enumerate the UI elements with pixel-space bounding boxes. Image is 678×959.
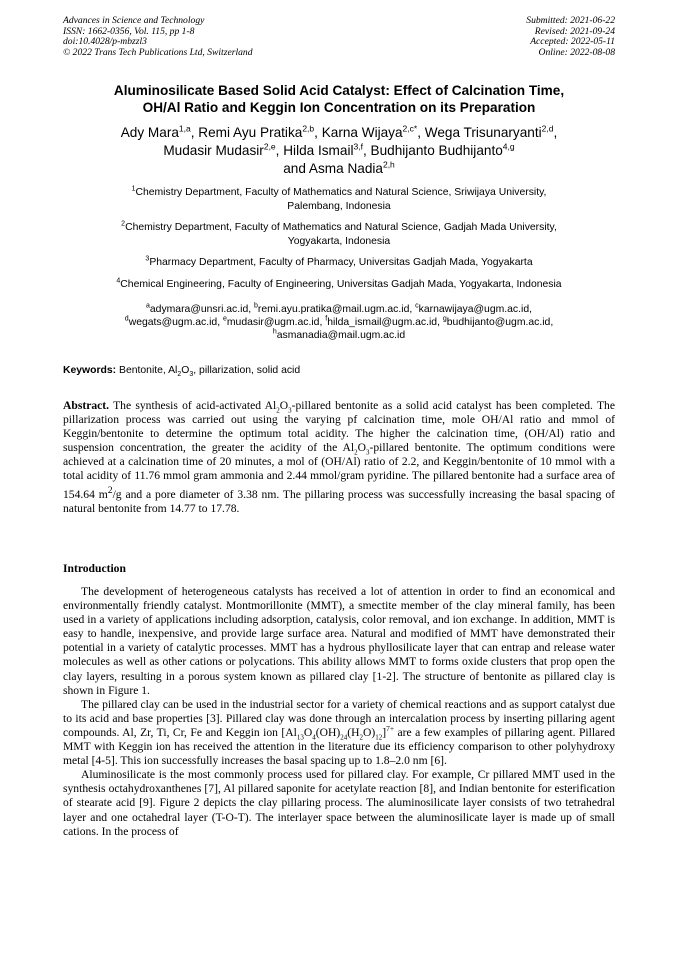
abstract-label: Abstract. [63,399,110,412]
abstract-text: /g and a pore diameter of 3.38 nm. The pillaring process was successfully increasing the basal spacing of natural bentonite from 14.77 to 17.78. [63,487,615,515]
paragraph-text: are a few examples of pillaring agent. Pillared MMT with Keggin ion has received the attention in the literature due its efficiency comparison to other polyhydroxy metal [4-5]. This ion successfully increases the basal spacing up to 1.8–2.0 nm [6]. [63,725,616,768]
author-affil-mark: 2,h [382,159,395,170]
subscript: 13 [296,733,304,742]
formula-text: O) [362,725,376,739]
subscript: 3 [189,371,194,379]
keywords-text: Bentonite, Al [119,365,178,376]
revised-date: Revised: 2021-09-24 [534,25,615,37]
affiliation-text: Chemical Engineering, Faculty of Engineering, Universitas Gadjah Mada, Yogyakarta, Indonesia [120,278,562,290]
author-name: Ady Mara [120,125,179,140]
email-line [63,303,615,316]
affiliation-text: Yogyakarta, Indonesia [287,235,391,247]
affiliation-mark: 4 [116,277,121,285]
email-mark: a [145,302,150,310]
affiliation [63,186,615,213]
superscript: 2 [107,484,113,496]
email-address[interactable]: mudasir@ugm.ac.id, [226,317,323,329]
formula-text: ] [382,725,387,739]
author-name: Wega Trisunaryanti [424,125,542,140]
subscript: 4 [312,733,316,742]
superscript: 7+ [386,724,395,734]
author-affil-mark: 2,e [263,141,276,152]
paragraph: Aluminosilicate is the most commonly process used for pillared clay. For example, Cr pillared MMT used in the synthesis octahydroxanthenes [7], Al pillared saponite for acetylate reaction [8], and Indian bentonite for esterification of stearate acid [9]. Figure 2 depicts the clay pillaring process. The aluminosilicate layer consists of two tetrahedral layer and one octahedral layer (T-O-T). The interlayer space between the aluminosilicate layer is made up of small cations. In the process of [63,768,615,838]
email-mark: f [325,315,328,323]
affiliation [63,256,615,270]
email-mark: h [272,328,277,336]
author-name: Mudasir Mudasir [163,142,264,158]
author-line: Ady Mara$^{1,a}$, Remi Ayu Pratika$^{2,b}$, Karna Wijaya$^{2,c*}$, Wega Trisunaryanti$^{2,d}$, [120,123,558,140]
author-affil-mark: 2,d [541,123,554,134]
email-mark: d [124,315,129,323]
subscript: 3 [366,448,370,457]
keywords-text: O [181,365,190,376]
affiliation [63,278,615,292]
email-address[interactable]: asmanadia@mail.ugm.ac.id [276,330,406,342]
paragraph: The development of heterogeneous catalysts has received a lot of attention in order to find an economical and environmentally friendly catalyst. Montmorillonite (MMT), a smectite member of the clay mineral family, has been used in a variety of applications including adsorption, catalysis, color removal, and ion exchange. In addition, MMT is easy to handle, inexpensive, and provide large surface area. Natural and modified of MMT have demonstrated their potential in a variety of catalytic processes. MMT has a hydrous phyllosilicate layer that can entrap and release water molecules as well as other cations or polycations. This ability allows MMT to forms oxide clusters that prop open the clay layers, resulting in a porous system known as pillared clay [1-2]. The structure of bentonite as pillared clay is shown in Figure 1. [63,585,615,697]
accepted-date: Accepted: 2022-05-11 [530,36,615,48]
email-mark: b [254,302,258,310]
submission-dates [526,16,615,58]
affiliation-list [63,186,615,300]
paragraph [63,698,615,768]
author-name: Karna Wijaya [321,125,403,140]
keywords-text: , pillarization, solid acid [193,365,301,376]
subscript: 12 [375,733,383,742]
email-address[interactable]: hilda_ismail@ugm.ac.id, [327,317,440,329]
email-list [63,303,615,343]
title-line: OH/Al Ratio and Keggin Ion Concentration on its Preparation [142,100,536,115]
subscript: 3 [288,406,292,415]
journal-doi: doi:10.4028/p-mbzzl3 [63,36,147,48]
author-name: Budhijanto Budhijanto [370,142,503,158]
journal-name: Advances in Science and Technology [63,15,205,26]
subscript: 2 [177,371,182,379]
affiliation-text: Chemistry Department, Faculty of Mathematics and Natural Science, Sriwijaya University, [135,187,547,198]
subscript: 2 [354,448,358,457]
submitted-date: Submitted: 2021-06-22 [526,15,615,26]
email-mark: e [222,315,227,323]
affiliation-mark: 1 [131,185,136,193]
email-line [63,329,615,342]
paper-title [50,82,628,116]
affiliation-text: Palembang, Indonesia [287,200,391,212]
email-address[interactable]: karnawijaya@ugm.ac.id, [418,304,532,315]
subscript: 2 [359,733,363,742]
keywords [63,364,615,377]
subscript: 2 [276,406,280,415]
paragraph-text: The pillared clay can be used in the industrial sector for a variety of chemical reactions and as support catalyst due to its acid and base properties [3]. Pillared clay was done through an intercalation process by inserting pillaring agent compounds. Al, Zr, Ti, Cr, Fe and Keggin ion [Al [63,697,615,739]
section-heading: Introduction [63,562,126,575]
journal-issn: ISSN: 1662-0356, Vol. 115, pp 1-8 [63,25,195,37]
email-address[interactable]: budhijanto@ugm.ac.id, [446,317,554,329]
affiliation-text: Chemistry Department, Faculty of Mathematics and Natural Science, Gadjah Mada University, [125,222,557,234]
email-mark: g [442,315,447,323]
abstract-text: O [279,399,289,412]
email-mark: c [415,302,419,310]
affiliation-mark: 3 [145,255,150,263]
author-line [50,160,628,178]
abstract-text: O [357,441,367,455]
formula-text: (OH) [315,725,341,739]
email-address[interactable]: wegats@ugm.ac.id, [128,317,221,329]
author-name: Remi Ayu Pratika [198,125,303,140]
author-line: Mudasir Mudasir$^{2,e}$, Hilda Ismail$^{3,f}$, Budhijanto Budhijanto$^{4,g}$ [163,141,515,158]
online-date: Online: 2022-08-08 [538,46,615,58]
formula-text: O [303,725,313,739]
author-list [50,124,628,177]
email-address[interactable]: remi.ayu.pratika@mail.ugm.ac.id, [257,304,413,315]
introduction-body [63,585,615,839]
abstract-text: -pillared bentonite. The optimum conditions were achieved at a calcination time of 20 minutes, a mol of (OH/Al) ratio of 2.2, and Keggin/bentonite of 10 mmol with a total acidity of 11.76 mmol gram ammonia and 2.44 mmol/gram pyridine. The pillared bentonite had a surface area of 154.64 m [63,441,615,501]
keywords-label: Keywords: [63,365,117,376]
author-affil-mark: 2,c* [402,123,418,134]
author-affil-mark: 2,b [302,123,315,134]
affiliation [63,221,615,248]
email-address[interactable]: adymara@unsri.ac.id, [149,304,252,315]
formula-text: (H [347,725,360,739]
author-affil-mark: 3,f [353,141,363,152]
affiliation-text: Pharmacy Department, Faculty of Pharmacy, Universitas Gadjah Mada, Yogyakarta [149,257,533,269]
author-name: Asma Nadia [308,160,383,176]
abstract-text: -pillared bentonite as a solid acid catalyst has been completed. The pillarization process was carried out using the varying pf calcination time, mole OH/Al ratio and mmol of Keggin/bentonite to determine the optimum total acidity. The higher the calcination time, (OH/Al) ratio and suspension concentration, the greater the acidity of the Al [63,399,615,455]
subscript: 24 [340,733,348,742]
author-name: Hilda Ismail [283,142,354,158]
abstract-text: The synthesis of acid-activated Al [113,399,277,412]
affiliation-mark: 2 [121,220,126,228]
author-affil-mark: 1,a [178,123,191,134]
title-line: Aluminosilicate Based Solid Acid Catalyst: Effect of Calcination Time, [113,83,565,98]
authors-and: and [283,160,306,176]
journal-info [63,16,253,58]
author-affil-mark: 4,g [502,141,515,152]
email-line [63,316,615,329]
journal-copyright: © 2022 Trans Tech Publications Ltd, Switzerland [63,46,253,58]
abstract [63,399,615,516]
